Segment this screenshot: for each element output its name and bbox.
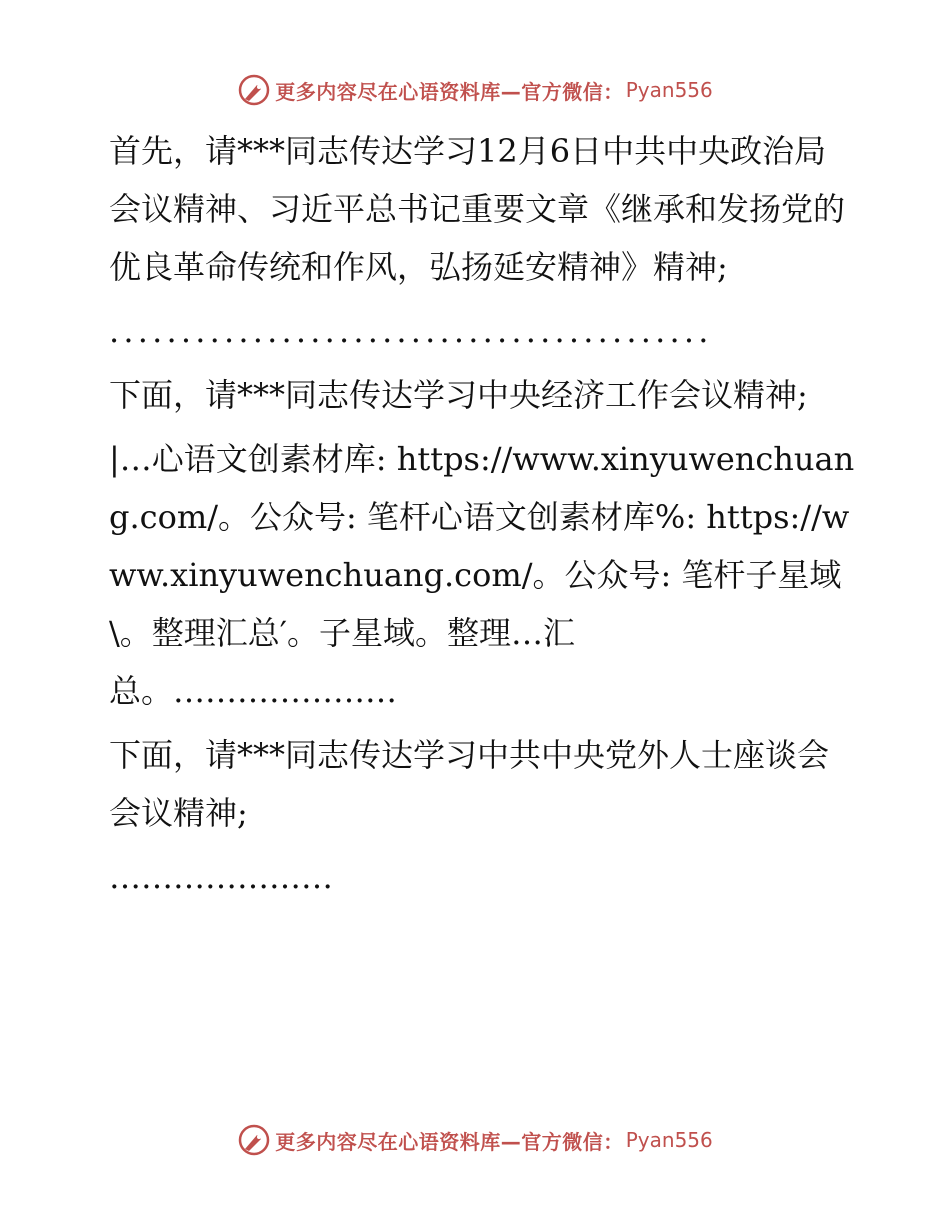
ellipsis-line: …………………: [109, 858, 333, 896]
banner-handle: Pyan556: [625, 1128, 713, 1152]
paragraph-1: 首先，请***同志传达学习12月6日中共中央政治局会议精神、习近平总书记重要文章《继承和发扬党的优良革命传统和作风，弘扬延安精神》精神;: [109, 132, 846, 286]
header-banner: [0, 70, 950, 110]
pen-nib-logo-icon: [237, 73, 271, 107]
banner-text: 更多内容尽在心语资料库—官方微信：: [275, 79, 624, 104]
footer-banner: [0, 1120, 950, 1160]
pen-nib-logo-icon: [237, 1123, 271, 1157]
paragraph-4: 下面，请***同志传达学习中共中央党外人士座谈会会议精神;: [109, 736, 830, 832]
banner-text: 更多内容尽在心语资料库—官方微信：: [275, 1129, 624, 1154]
dots-separator: ..........................................: [109, 312, 713, 350]
paragraph-2: 下面，请***同志传达学习中央经济工作会议精神;: [109, 376, 808, 414]
document-body: [97, 122, 857, 912]
banner-handle: Pyan556: [625, 78, 713, 102]
paragraph-3: |…心语文创素材库: https://www.xinyuwenchuang.com/。公众号: 笔杆心语文创素材库%: https://www.xinyuwenchuang.com/。公众号: 笔杆子星域\。整理汇总′。子星域。整理…汇总。…………………: [109, 440, 855, 710]
